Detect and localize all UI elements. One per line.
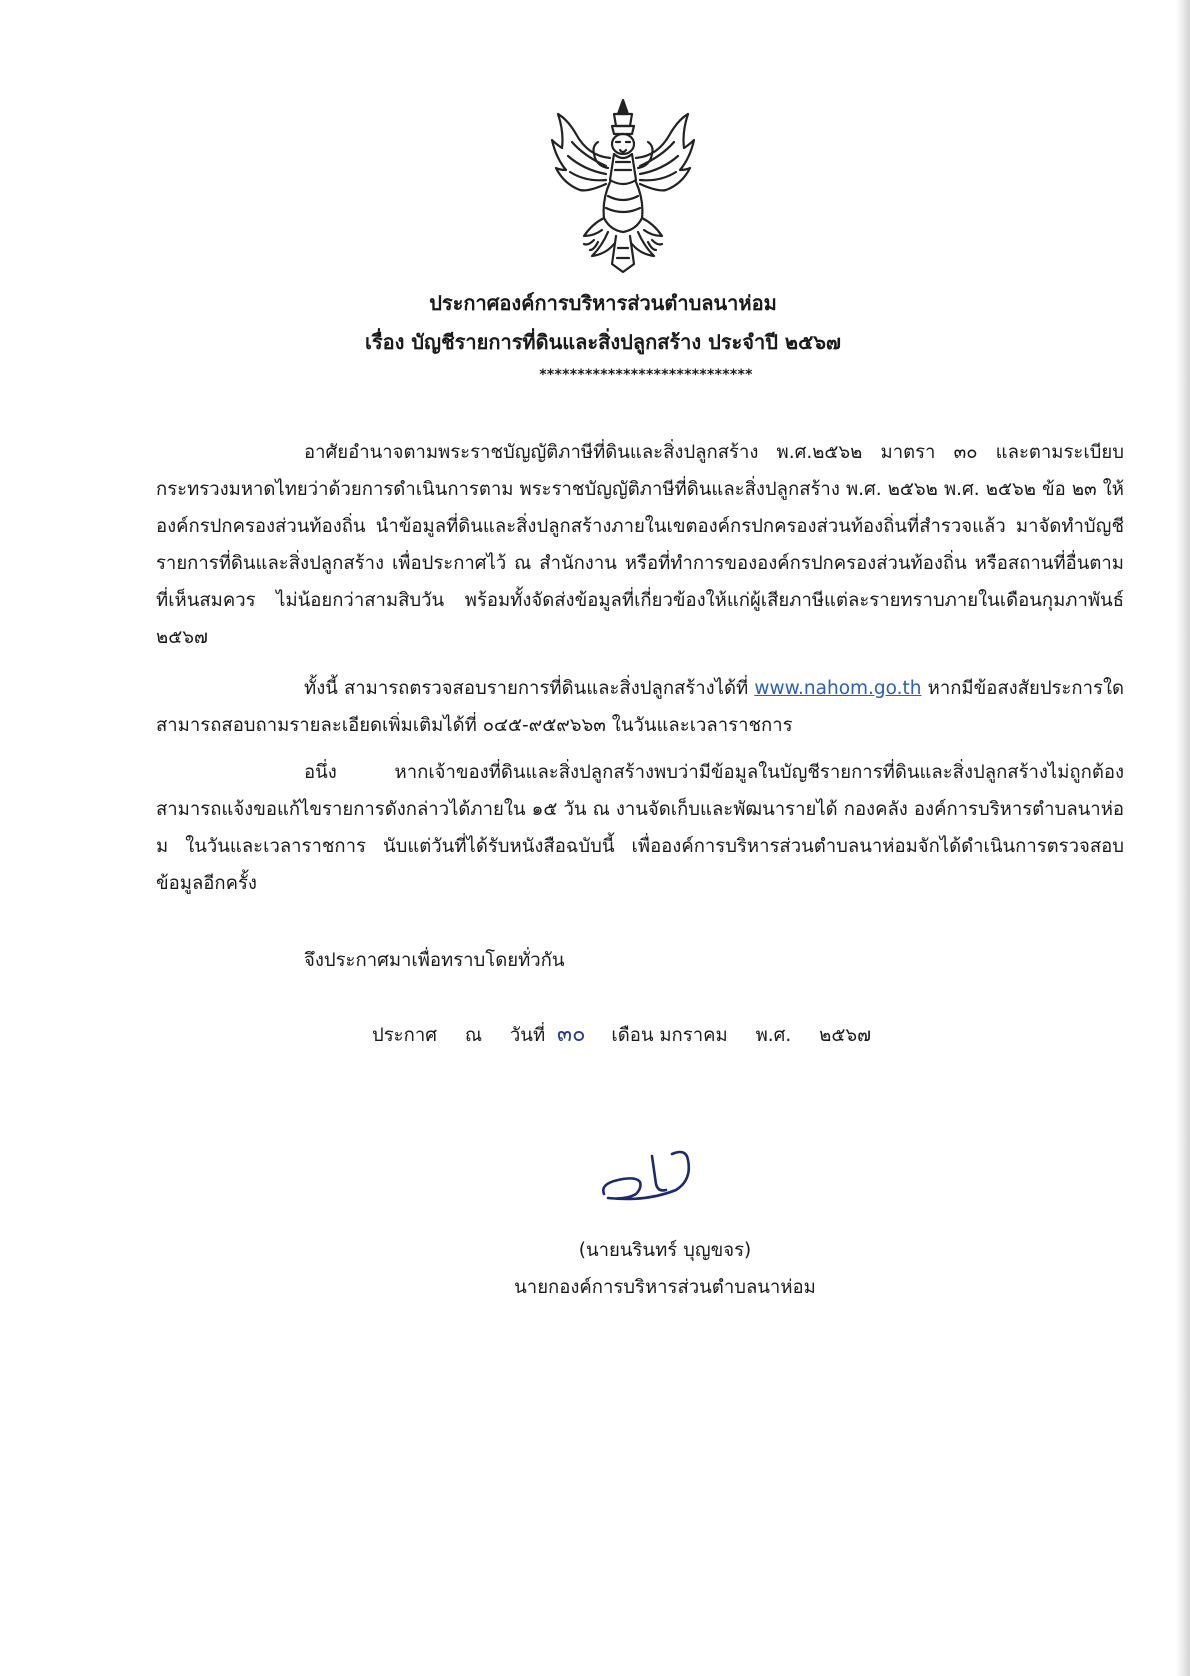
garuda-emblem-icon [548, 96, 698, 274]
announcement-date [372, 1018, 871, 1053]
date-year-label: พ.ศ. [755, 1025, 792, 1046]
date-month-label: เดือน มกราคม [611, 1025, 728, 1046]
handwritten-signature [596, 1140, 706, 1210]
date-day-value: ๓๐ [557, 1022, 586, 1047]
signer-position: นายกองค์การบริหารส่วนตำบลนาห่อม [514, 1277, 816, 1298]
website-link[interactable]: www.nahom.go.th [754, 678, 922, 699]
verification-text-after: หากมีข้อสงสัยประการใดสามารถสอบถามรายละเอียดเพิ่มเติมได้ที่ ๐๔๕-๙๕๙๖๖๓ ในวันและเวลาราชการ [156, 678, 1125, 736]
date-day-label: วันที่ [509, 1025, 546, 1046]
date-year-value: ๒๕๖๗ [819, 1025, 872, 1046]
body-paragraph-correction: อนึ่ง หากเจ้าของที่ดินและสิ่งปลูกสร้างพบว่ามีข้อมูลในบัญชีรายการที่ดินและสิ่งปลูกสร้างไม่ถูกต้อง สามารถแจ้งขอแก้ไขรายการดังกล่าวได้ภายใน ๑๕ วัน ณ งานจัดเก็บและพัฒนารายได้ กองคลัง องค์การบริหารตำบลนาห่อม ในวันและเวลาราชการ นับแต่วันที่ได้รับหนังสือฉบับนี้ เพื่อองค์การบริหารส่วนตำบลนาห่อมจักได้ดำเนินการตรวจสอบข้อมูลอีกครั้ง [156, 762, 1124, 894]
scan-edge-shadow [1176, 0, 1190, 1676]
body-paragraph-verification [156, 670, 1124, 744]
verification-text-before: ทั้งนี้ สามารถตรวจสอบรายการที่ดินและสิ่งปลูกสร้างได้ที่ [304, 678, 749, 699]
date-at-label: ณ [464, 1025, 483, 1046]
announcement-title: ประกาศองค์การบริหารส่วนตำบลนาห่อม [429, 291, 777, 315]
title-divider: **************************** [539, 367, 753, 383]
signer-name: (นายนรินทร์ บุญขจร) [578, 1240, 752, 1261]
announcement-subject: เรื่อง บัญชีรายการที่ดินและสิ่งปลูกสร้าง ประจำปี ๒๕๖๗ [365, 330, 841, 354]
date-announced-label: ประกาศ [372, 1025, 437, 1046]
closing-statement: จึงประกาศมาเพื่อทราบโดยทั่วกัน [304, 950, 565, 971]
body-paragraph-authority: อาศัยอำนาจตามพระราชบัญญัติภาษีที่ดินและสิ่งปลูกสร้าง พ.ศ.๒๕๖๒ มาตรา ๓๐ และตามระเบียบกระทรวงมหาดไทยว่าด้วยการดำเนินการตาม พระราชบัญญัติภาษีที่ดินและสิ่งปลูกสร้าง พ.ศ. ๒๕๖๒ พ.ศ. ๒๕๖๒ ข้อ ๒๓ ให้องค์กรปกครองส่วนท้องถิ่น นำข้อมูลที่ดินและสิ่งปลูกสร้างภายในเขตองค์กรปกครองส่วนท้องถิ่นที่สำรวจแล้ว มาจัดทำบัญชีรายการที่ดินและสิ่งปลูกสร้าง เพื่อประกาศไว้ ณ สำนักงาน หรือที่ทำการขององค์กรปกครองส่วนท้องถิ่น หรือสถานที่อื่นตามที่เห็นสมควร ไม่น้อยกว่าสามสิบวัน พร้อมทั้งจัดส่งข้อมูลที่เกี่ยวข้องให้แก่ผู้เสียภาษีแต่ละรายทราบภายในเดือนกุมภาพันธ์ ๒๕๖๗ [156, 442, 1124, 648]
